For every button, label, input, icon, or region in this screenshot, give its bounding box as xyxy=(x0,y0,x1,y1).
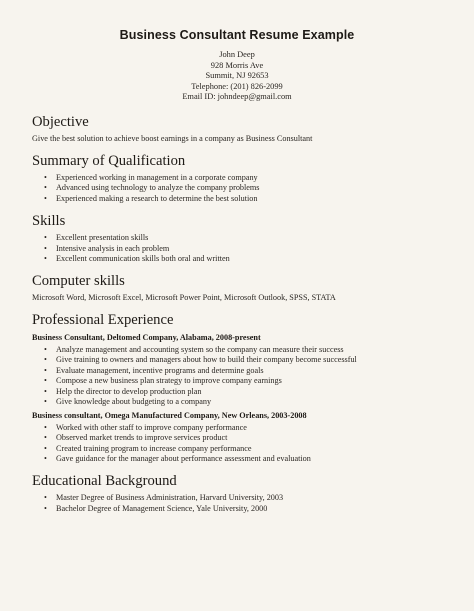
job-duties-list xyxy=(32,423,442,465)
computer-skills-section xyxy=(32,273,442,303)
qualification-heading: Summary of Qualification xyxy=(32,152,186,169)
list-item-text: Created training program to increase company performance xyxy=(56,443,252,453)
bullet-icon: • xyxy=(44,172,47,182)
education-heading: Educational Background xyxy=(32,473,177,490)
job-title: Business Consultant, Deltomed Company, Alabama, 2008-present xyxy=(32,333,261,343)
list-item-text: Master Degree of Business Administration, Harvard University, 2003 xyxy=(56,493,284,503)
bullet-icon: • xyxy=(44,355,47,365)
objective-section xyxy=(32,114,442,144)
document-title: Business Consultant Resume Example xyxy=(119,28,355,42)
objective-text: Give the best solution to achieve boost earnings in a company as Business Consultant xyxy=(32,133,313,143)
computer-skills-heading: Computer skills xyxy=(32,273,125,290)
list-item xyxy=(44,233,442,243)
computer-skills-text: Microsoft Word, Microsoft Excel, Microsoft Power Point, Microsoft Outlook, SPSS, STATA xyxy=(32,293,336,303)
list-item xyxy=(44,254,442,264)
contact-phone: Telephone: (201) 826-2099 xyxy=(191,81,283,91)
contact-email: Email ID: johndeep@gmail.com xyxy=(182,92,292,102)
bullet-icon: • xyxy=(44,422,47,432)
list-item-text: Excellent presentation skills xyxy=(56,233,149,243)
bullet-icon: • xyxy=(44,193,47,203)
list-item xyxy=(44,423,442,433)
list-item-text: Excellent communication skills both oral and written xyxy=(56,254,230,263)
contact-block xyxy=(32,50,442,103)
bullet-icon: • xyxy=(44,183,47,193)
job-duties-list xyxy=(32,345,442,407)
list-item xyxy=(44,504,442,514)
bullet-icon: • xyxy=(44,233,47,243)
list-item-text: Help the director to develop production plan xyxy=(56,386,202,396)
list-item-text: Give knowledge about budgeting to a company xyxy=(56,396,212,406)
list-item xyxy=(44,397,442,407)
bullet-icon: • xyxy=(44,396,47,406)
list-item-text: Bachelor Degree of Management Science, Yale University, 2000 xyxy=(56,503,268,513)
list-item-text: Give training to owners and managers about how to build their company become successful xyxy=(56,355,357,365)
list-item-text: Experienced working in management in a corporate company xyxy=(56,172,258,182)
qualification-section xyxy=(32,153,442,204)
list-item-text: Evaluate management, incentive programs and determine goals xyxy=(56,365,264,375)
qualification-list xyxy=(32,173,442,204)
list-item xyxy=(44,387,442,397)
list-item xyxy=(44,194,442,204)
education-section xyxy=(32,473,442,514)
list-item-text: Compose a new business plan strategy to improve company earnings xyxy=(56,376,282,386)
bullet-icon: • xyxy=(44,386,47,396)
skills-heading: Skills xyxy=(32,213,66,230)
bullet-icon: • xyxy=(44,344,47,354)
list-item xyxy=(44,366,442,376)
bullet-icon: • xyxy=(44,503,47,513)
list-item-text: Gave guidance for the manager about performance assessment and evaluation xyxy=(56,454,311,464)
experience-heading: Professional Experience xyxy=(32,312,174,329)
skills-section xyxy=(32,213,442,264)
list-item-text: Worked with other staff to improve company performance xyxy=(56,422,247,432)
experience-section xyxy=(32,312,442,464)
objective-heading: Objective xyxy=(32,113,89,130)
list-item xyxy=(44,454,442,464)
list-item xyxy=(44,444,442,454)
bullet-icon: • xyxy=(44,365,47,375)
list-item xyxy=(44,173,442,183)
list-item-text: Analyze management and accounting system so the company can measure their success xyxy=(56,344,344,354)
bullet-icon: • xyxy=(44,454,47,464)
bullet-icon: • xyxy=(44,433,47,443)
contact-name: John Deep xyxy=(219,50,255,59)
list-item xyxy=(44,345,442,355)
list-item xyxy=(44,493,442,503)
list-item-text: Intensive analysis in each problem xyxy=(56,243,170,253)
education-list xyxy=(32,493,442,514)
bullet-icon: • xyxy=(44,376,47,386)
job-title: Business consultant, Omega Manufactured Company, New Orleans, 2003-2008 xyxy=(32,411,307,421)
bullet-icon: • xyxy=(44,443,47,453)
contact-address: 928 Morris Ave xyxy=(210,60,264,70)
contact-city: Summit, NJ 92653 xyxy=(205,71,269,81)
bullet-icon: • xyxy=(44,493,47,503)
list-item xyxy=(44,244,442,254)
list-item-text: Advanced using technology to analyze the company problems xyxy=(56,183,260,193)
bullet-icon: • xyxy=(44,254,47,263)
bullet-icon: • xyxy=(44,243,47,253)
list-item-text: Observed market trends to improve services product xyxy=(56,433,228,443)
list-item-text: Experienced making a research to determine the best solution xyxy=(56,193,258,203)
list-item xyxy=(44,376,442,386)
list-item xyxy=(44,433,442,443)
list-item xyxy=(44,183,442,193)
skills-list xyxy=(32,233,442,264)
list-item xyxy=(44,355,442,365)
